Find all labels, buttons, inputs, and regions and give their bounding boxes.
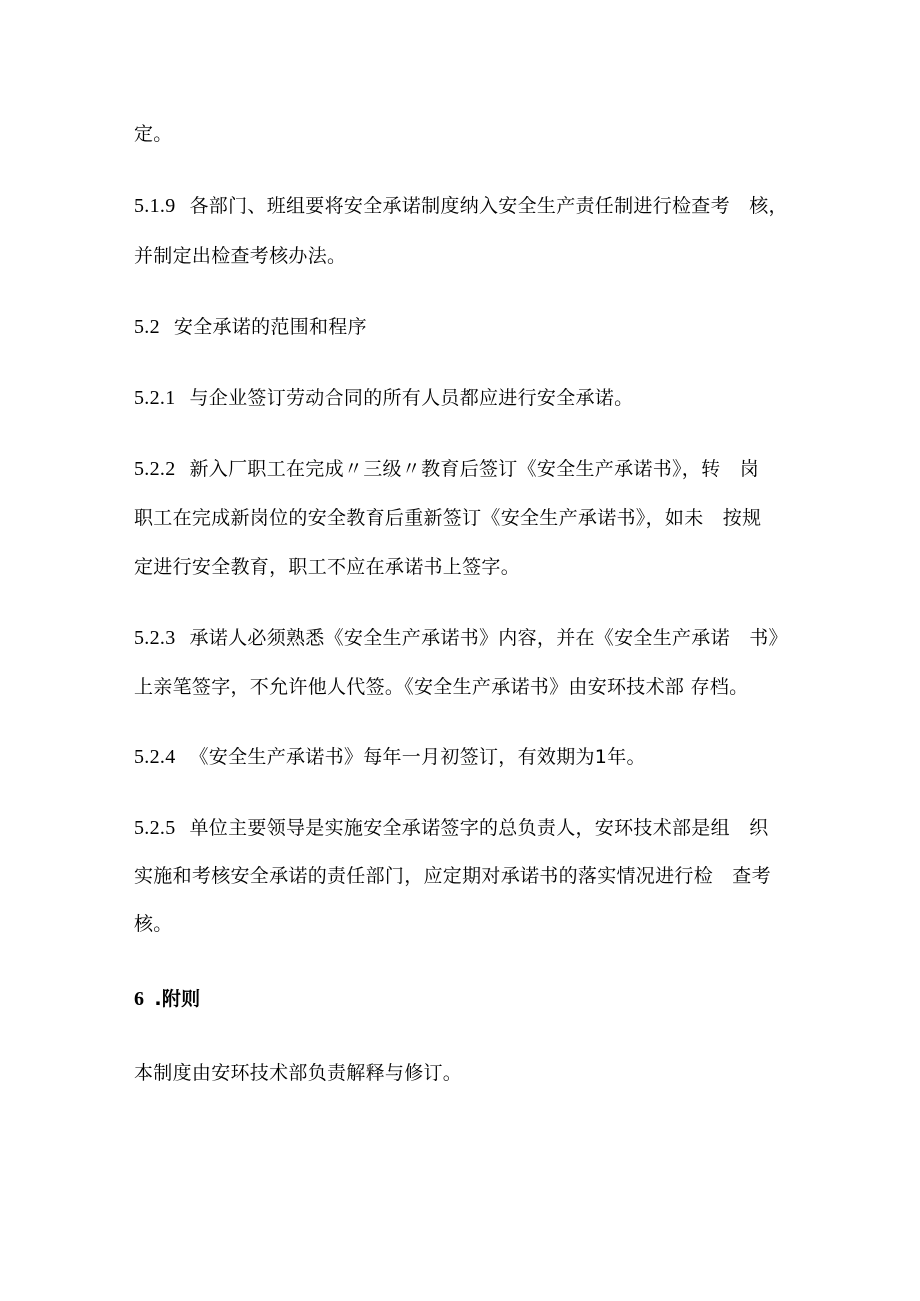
clause-5-2-2-line-3 (134, 555, 520, 579)
line-text: 安全承诺的范围和程序 (173, 316, 367, 338)
line-text: 新入厂职工在完成〃三级〃教育后签订《安全生产承诺书》，转 岗 (189, 458, 760, 480)
clause-5-2-3-line-2 (134, 675, 748, 699)
clause-5-2-5-line-2 (134, 864, 771, 888)
clause-5-2-1-line-1 (134, 386, 633, 410)
line-text: 本制度由安环技术部负责解释与修订。 (134, 1062, 463, 1084)
clause-5-2-4-line-1 (134, 745, 646, 769)
line-text: 定。 (134, 123, 173, 145)
clause-5-2-5-line-3 (134, 912, 173, 936)
clause-5-1-9-line-2 (134, 244, 346, 268)
section-5-2-heading (134, 315, 367, 339)
paragraph-line (134, 122, 173, 146)
line-text: 承诺人必须熟悉《安全生产承诺书》内容，并在《安全生产承诺 书》 (189, 627, 788, 649)
clause-5-1-9-line-1 (134, 194, 788, 218)
line-text: 单位主要领导是实施安全承诺签字的总负责人，安环技术部是组 织 (189, 817, 769, 839)
section-6-body (134, 1061, 462, 1085)
clause-5-2-2-line-1 (134, 457, 759, 481)
line-text: 上亲笔签字，不允许他人代签。《安全生产承诺书》由安环技术部 存档。 (134, 676, 749, 698)
line-text: 各部门、班组要将安全承诺制度纳入安全生产责任制进行检查考 核， (189, 195, 788, 217)
line-text: 《安全生产承诺书》每年一月初签订，有效期为1年。 (189, 746, 646, 768)
clause-number: 5.2.1 (134, 387, 176, 409)
clause-5-2-2-line-2 (134, 506, 761, 530)
clause-5-2-3-line-1 (134, 626, 788, 650)
clause-number: 5.2.3 (134, 627, 176, 649)
line-text: 职工在完成新岗位的安全教育后重新签订《安全生产承诺书》，如未 按规 (134, 507, 762, 529)
line-text: 与企业签订劳动合同的所有人员都应进行安全承诺。 (189, 387, 634, 409)
line-text: 核。 (134, 913, 173, 935)
line-text: 实施和考核安全承诺的责任部门，应定期对承诺书的落实情况进行检 查考 (134, 865, 771, 887)
clause-number: 5.2.4 (134, 746, 176, 768)
section-number: 6 (134, 988, 145, 1010)
clause-number: 5.2.2 (134, 458, 176, 480)
line-text: 并制定出检查考核办法。 (134, 245, 347, 267)
section-title: .附则 (154, 988, 201, 1010)
clause-number: 5.2.5 (134, 817, 176, 839)
clause-number: 5.2 (134, 316, 160, 338)
clause-5-2-5-line-1 (134, 816, 769, 840)
clause-number: 5.1.9 (134, 195, 176, 217)
section-6-heading (134, 987, 200, 1011)
line-text: 定进行安全教育，职工不应在承诺书上签字。 (134, 556, 521, 578)
